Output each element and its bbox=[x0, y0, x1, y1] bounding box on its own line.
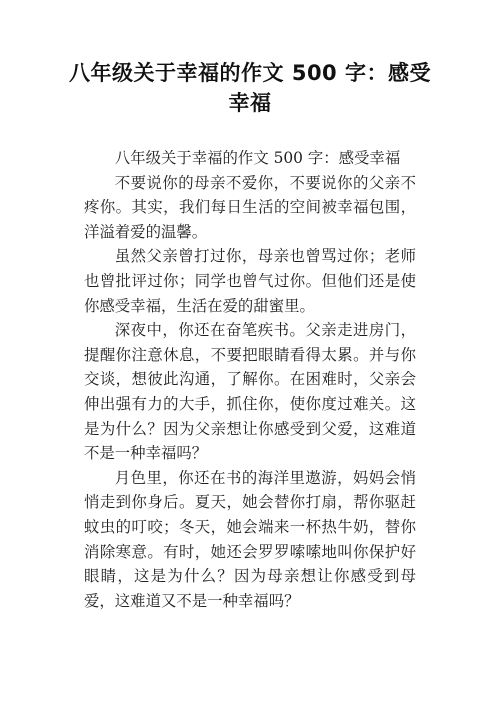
paragraph: 不要说你的母亲不爱你，不要说你的父亲不疼你。其实，我们每日生活的空间被幸福包围，洋溢着爱的温馨。 bbox=[84, 173, 416, 241]
paragraph: 深夜中，你还在奋笔疾书。父亲走进房门，提醒你注意休息，不要把眼睛看得太累。并与你交谈，想彼此沟通，了解你。在困难时，父亲会伸出强有力的大手，抓住你，使你度过难关。这是为什么？因为父亲想让你感受到父爱，这难道不是一种幸福吗？ bbox=[84, 321, 416, 463]
document-body bbox=[84, 146, 416, 613]
paragraph: 八年级关于幸福的作文 500 字：感受幸福 bbox=[114, 149, 401, 167]
paragraph: 月色里，你还在书的海洋里遨游，妈妈会悄悄走到你身后。夏天，她会替你打扇，帮你驱赶蚊虫的叮咬；冬天，她会端来一杯热牛奶，替你消除寒意。有时，她还会罗罗嗦嗦地叫你保护好眼睛，这是为什么？因为母亲想让你感受到母爱，这难道又不是一种幸福吗？ bbox=[84, 468, 416, 610]
document-title: 八年级关于幸福的作文 500 字：感受幸福 bbox=[69, 61, 431, 115]
paragraph: 虽然父亲曾打过你，母亲也曾骂过你；老师也曾批评过你；同学也曾气过你。但他们还是使你感受幸福，生活在爱的甜蜜里。 bbox=[84, 247, 416, 315]
